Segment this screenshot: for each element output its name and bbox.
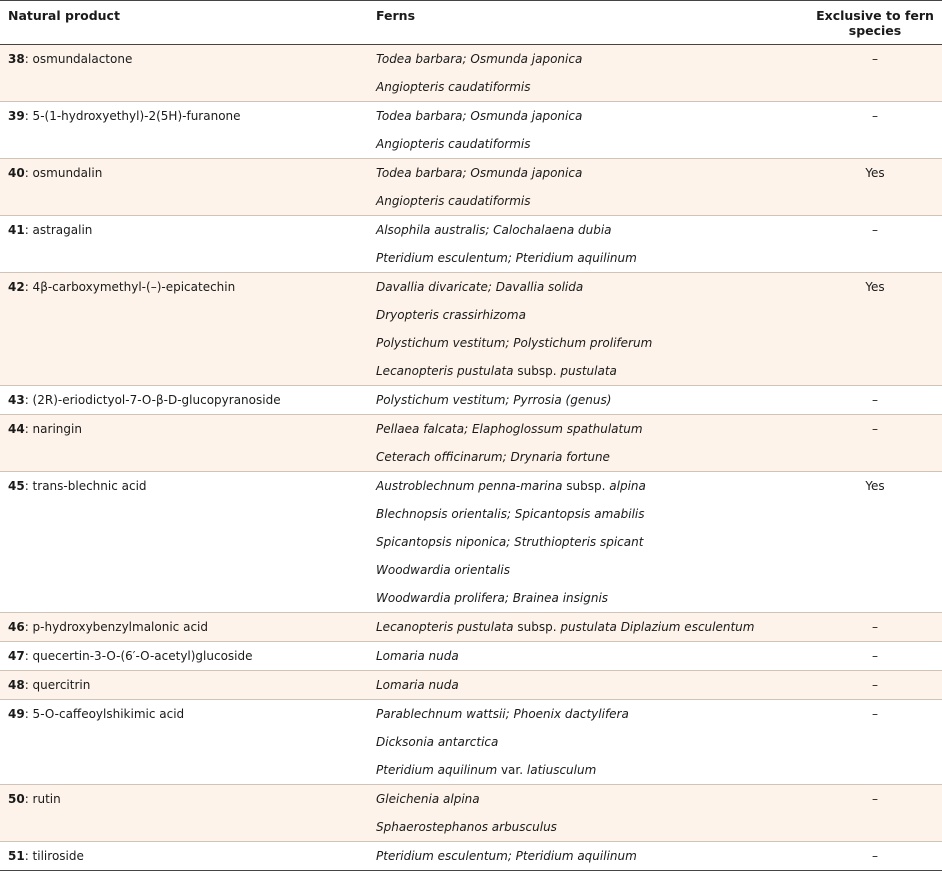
- table-row: [0, 273, 942, 386]
- compound-name: : trans-blechnic acid: [24, 479, 147, 493]
- fern-species-line: Pteridium esculentum; Pteridium aquilinum: [376, 849, 637, 863]
- compound-name: : quecertin-3-O-(6′-O-acetyl)glucoside: [24, 649, 253, 663]
- product-cell: [0, 613, 368, 642]
- compound-name: : tiliroside: [24, 849, 84, 863]
- exclusive-cell: [808, 415, 942, 472]
- compound-number: 39: [8, 109, 25, 123]
- header-exclusive-line1: Exclusive to fern: [816, 8, 934, 23]
- table-row: [0, 415, 942, 472]
- fern-species-line: Lecanopteris pustulata subsp. pustulata Diplazium esculentum: [376, 620, 755, 634]
- exclusive-value: Yes: [865, 166, 885, 180]
- exclusive-value: –: [872, 620, 878, 634]
- exclusive-value: –: [872, 649, 878, 663]
- compound-name: : 5-(1-hydroxyethyl)-2(5H)-furanone: [24, 109, 241, 123]
- fern-species-line: Gleichenia alpina: [376, 792, 480, 806]
- product-entry: [8, 700, 368, 728]
- table-row: [0, 472, 942, 613]
- fern-species-line: Dryopteris crassirhizoma: [376, 308, 526, 322]
- product-cell: [0, 102, 368, 159]
- header-exclusive: [808, 1, 942, 45]
- exclusive-value: –: [872, 109, 878, 123]
- table-row: [0, 671, 942, 700]
- compound-number: 48: [8, 678, 25, 692]
- compound-name: : 4β-carboxymethyl-(–)-epicatechin: [24, 280, 236, 294]
- fern-species-line: Angiopteris caudatiformis: [376, 137, 531, 151]
- exclusive-value: –: [872, 422, 878, 436]
- product-cell: [0, 671, 368, 700]
- header-natural-product: Natural product: [0, 1, 368, 45]
- exclusive-cell: [808, 642, 942, 671]
- product-entry: [8, 472, 368, 500]
- product-entry: [8, 273, 368, 301]
- fern-species-line: Woodwardia orientalis: [376, 563, 510, 577]
- table-row: [0, 613, 942, 642]
- product-cell: [0, 386, 368, 415]
- compound-number: 45: [8, 479, 25, 493]
- compound-number: 38: [8, 52, 25, 66]
- ferns-cell: [368, 415, 808, 472]
- product-cell: [0, 159, 368, 216]
- compound-number: 47: [8, 649, 25, 663]
- compound-number: 49: [8, 707, 25, 721]
- fern-species-line: Angiopteris caudatiformis: [376, 194, 531, 208]
- product-entry: [8, 45, 368, 73]
- product-entry: [8, 785, 368, 813]
- table-row: [0, 45, 942, 102]
- product-entry: [8, 386, 368, 414]
- header-ferns: Ferns: [368, 1, 808, 45]
- fern-species-line: Davallia divaricate; Davallia solida: [376, 280, 584, 294]
- fern-species-line: Dicksonia antarctica: [376, 735, 499, 749]
- product-cell: [0, 45, 368, 102]
- compound-name: : osmundalactone: [24, 52, 133, 66]
- compound-name: : rutin: [24, 792, 61, 806]
- table-row: [0, 159, 942, 216]
- ferns-cell: [368, 642, 808, 671]
- table-body: [0, 45, 942, 871]
- product-entry: [8, 842, 368, 870]
- compound-name: : osmundalin: [24, 166, 103, 180]
- compound-number: 41: [8, 223, 25, 237]
- table-header-row: [0, 1, 942, 45]
- product-entry: [8, 102, 368, 130]
- compound-number: 51: [8, 849, 25, 863]
- exclusive-value: –: [872, 223, 878, 237]
- exclusive-value: –: [872, 707, 878, 721]
- fern-species-line: Sphaerostephanos arbusculus: [376, 820, 557, 834]
- compound-number: 44: [8, 422, 25, 436]
- exclusive-cell: [808, 45, 942, 102]
- ferns-cell: [368, 45, 808, 102]
- ferns-cell: [368, 102, 808, 159]
- ferns-cell: [368, 216, 808, 273]
- compound-number: 40: [8, 166, 25, 180]
- fern-species-line: Lomaria nuda: [376, 649, 459, 663]
- fern-species-line: Spicantopsis niponica; Struthiopteris spicant: [376, 535, 644, 549]
- fern-species-line: Pteridium esculentum; Pteridium aquilinum: [376, 251, 637, 265]
- fern-species-line: Polystichum vestitum; Pyrrosia (genus): [376, 393, 612, 407]
- fern-species-line: Parablechnum wattsii; Phoenix dactylifera: [376, 707, 629, 721]
- fern-species-line: Ceterach officinarum; Drynaria fortune: [376, 450, 610, 464]
- table-row: [0, 102, 942, 159]
- exclusive-value: –: [872, 792, 878, 806]
- compound-number: 42: [8, 280, 25, 294]
- product-entry: [8, 642, 368, 670]
- ferns-cell: [368, 842, 808, 871]
- compound-name: : (2R)-eriodictyol-7-O-β-D-glucopyranoside: [24, 393, 281, 407]
- compound-name: : astragalin: [24, 223, 93, 237]
- fern-species-line: Todea barbara; Osmunda japonica: [376, 109, 583, 123]
- exclusive-value: Yes: [865, 280, 885, 294]
- fern-species-line: Polystichum vestitum; Polystichum proliferum: [376, 336, 653, 350]
- ferns-cell: [368, 472, 808, 613]
- product-entry: [8, 415, 368, 443]
- exclusive-cell: [808, 842, 942, 871]
- product-entry: [8, 216, 368, 244]
- fern-species-line: Todea barbara; Osmunda japonica: [376, 52, 583, 66]
- product-cell: [0, 472, 368, 613]
- fern-species-line: Alsophila australis; Calochalaena dubia: [376, 223, 612, 237]
- compound-name: : 5-O-caffeoylshikimic acid: [24, 707, 185, 721]
- ferns-cell: [368, 386, 808, 415]
- exclusive-cell: [808, 671, 942, 700]
- table-row: [0, 386, 942, 415]
- fern-species-line: Todea barbara; Osmunda japonica: [376, 166, 583, 180]
- exclusive-cell: [808, 216, 942, 273]
- exclusive-value: Yes: [865, 479, 885, 493]
- exclusive-value: –: [872, 849, 878, 863]
- fern-species-line: Lecanopteris pustulata subsp. pustulata: [376, 364, 617, 378]
- product-entry: [8, 671, 368, 699]
- table-row: [0, 216, 942, 273]
- exclusive-cell: [808, 472, 942, 613]
- product-cell: [0, 216, 368, 273]
- compound-number: 46: [8, 620, 25, 634]
- compound-number: 43: [8, 393, 25, 407]
- exclusive-value: –: [872, 52, 878, 66]
- fern-species-line: Pellaea falcata; Elaphoglossum spathulatum: [376, 422, 643, 436]
- compound-name: : quercitrin: [24, 678, 91, 692]
- product-cell: [0, 642, 368, 671]
- exclusive-cell: [808, 785, 942, 842]
- fern-species-line: Angiopteris caudatiformis: [376, 80, 531, 94]
- ferns-cell: [368, 785, 808, 842]
- table-row: [0, 642, 942, 671]
- product-entry: [8, 159, 368, 187]
- header-exclusive-line2: species: [848, 23, 902, 38]
- fern-species-line: Lomaria nuda: [376, 678, 459, 692]
- exclusive-cell: [808, 613, 942, 642]
- fern-species-line: Blechnopsis orientalis; Spicantopsis amabilis: [376, 507, 645, 521]
- compound-name: : p-hydroxybenzylmalonic acid: [24, 620, 208, 634]
- fern-species-line: Austroblechnum penna-marina subsp. alpina: [376, 479, 646, 493]
- product-entry: [8, 613, 368, 641]
- fern-species-line: Pteridium aquilinum var. latiusculum: [376, 763, 597, 777]
- ferns-cell: [368, 613, 808, 642]
- exclusive-cell: [808, 386, 942, 415]
- compound-name: : naringin: [24, 422, 82, 436]
- fern-species-line: Woodwardia prolifera; Brainea insignis: [376, 591, 609, 605]
- product-cell: [0, 273, 368, 386]
- exclusive-cell: [808, 102, 942, 159]
- exclusive-value: –: [872, 393, 878, 407]
- product-cell: [0, 842, 368, 871]
- product-cell: [0, 415, 368, 472]
- ferns-cell: [368, 671, 808, 700]
- ferns-cell: [368, 159, 808, 216]
- exclusive-cell: [808, 700, 942, 785]
- product-cell: [0, 700, 368, 785]
- exclusive-cell: [808, 273, 942, 386]
- table-row: [0, 700, 942, 785]
- ferns-cell: [368, 700, 808, 785]
- table-row: [0, 842, 942, 871]
- ferns-cell: [368, 273, 808, 386]
- compound-number: 50: [8, 792, 25, 806]
- table-row: [0, 785, 942, 842]
- exclusive-cell: [808, 159, 942, 216]
- exclusive-value: –: [872, 678, 878, 692]
- product-cell: [0, 785, 368, 842]
